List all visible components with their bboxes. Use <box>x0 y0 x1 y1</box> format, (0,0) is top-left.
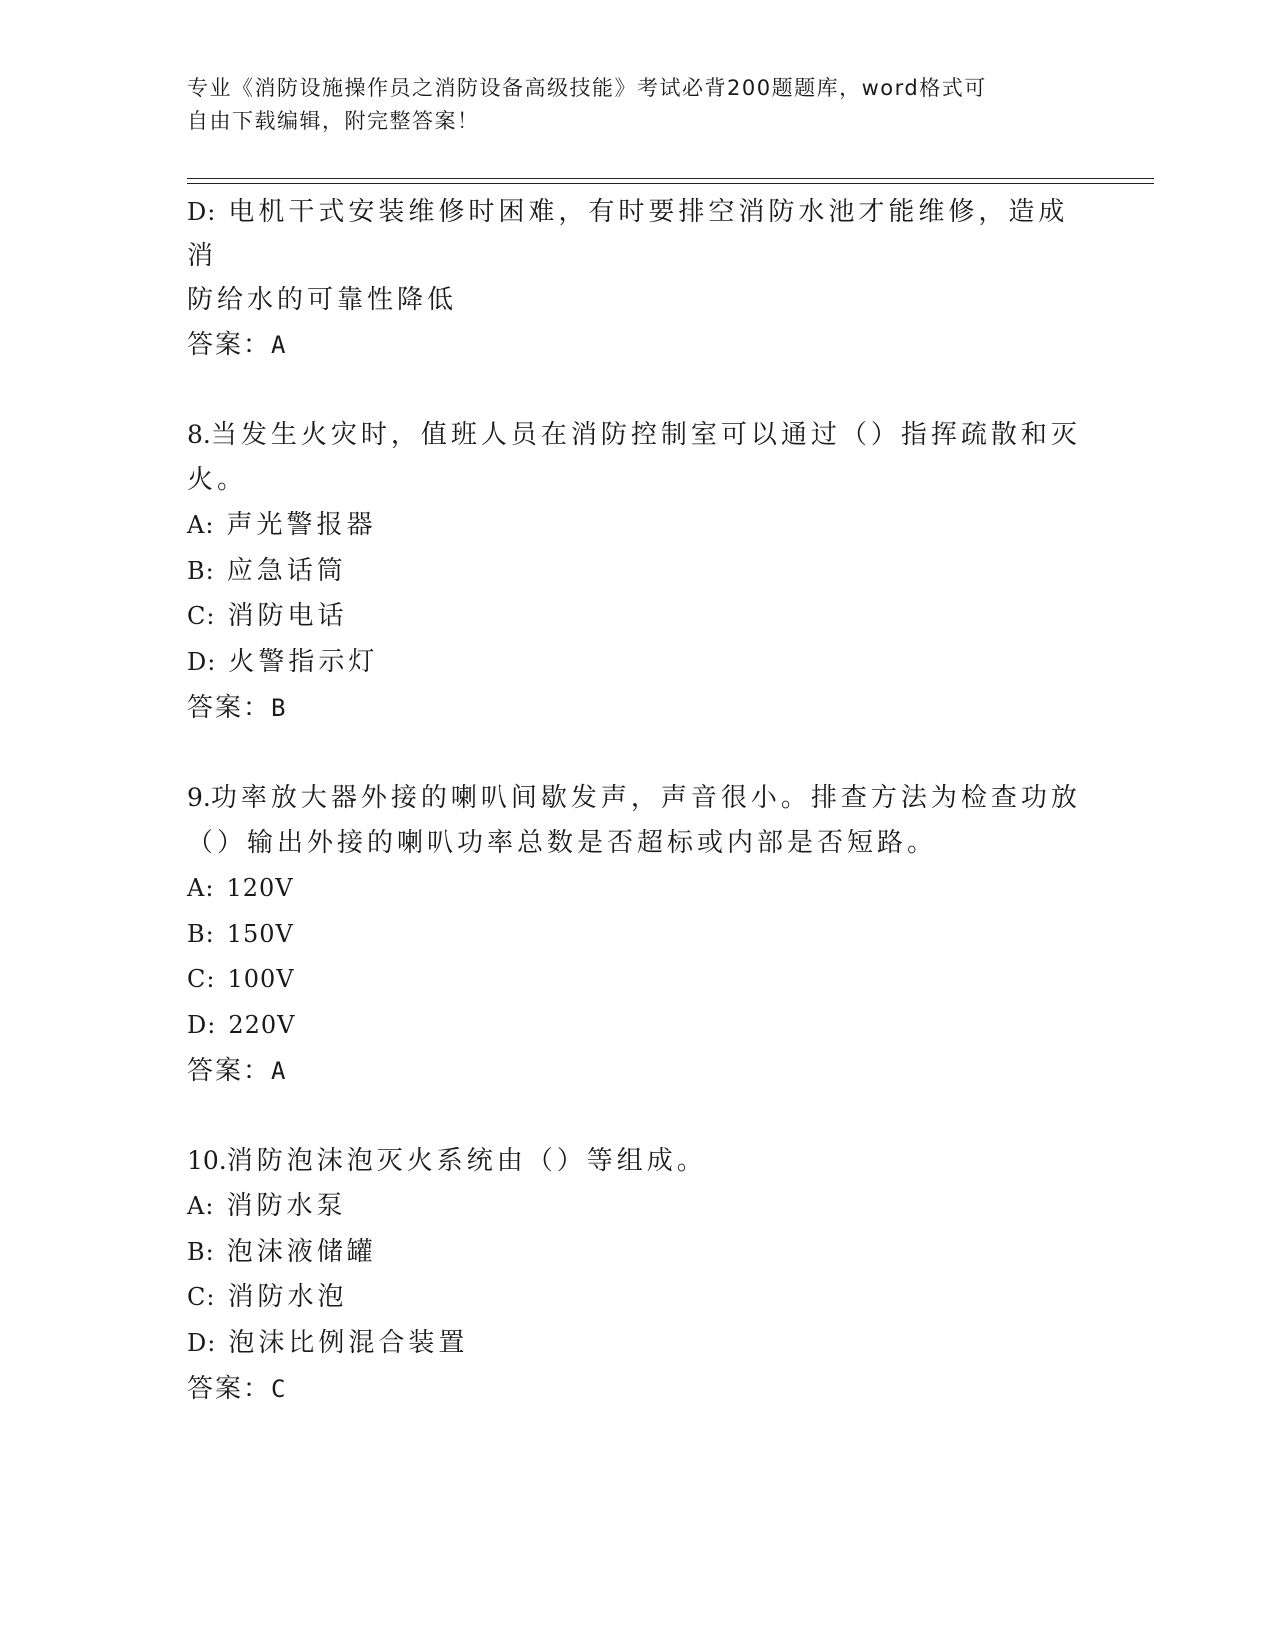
header-title-line-2: 自由下载编辑，附完整答案！ <box>187 109 480 133</box>
option-a <box>187 1184 1087 1230</box>
option-letter: B <box>187 556 206 585</box>
question-text-line-1 <box>187 412 1087 458</box>
document-header <box>187 72 1067 138</box>
answer-line <box>187 322 1087 368</box>
question-number: 10. <box>187 1146 227 1175</box>
option-b <box>187 1230 1087 1276</box>
option-text: 应急话筒 <box>226 555 347 586</box>
header-double-rule <box>187 178 1154 184</box>
question-9 <box>187 775 1087 1094</box>
option-separator: : <box>205 556 215 585</box>
option-d <box>187 1321 1087 1367</box>
option-letter: D <box>187 198 208 226</box>
option-b <box>187 549 1087 595</box>
option-letter: D <box>187 1010 208 1039</box>
option-letter: B <box>187 1237 206 1266</box>
question-8 <box>187 412 1087 731</box>
option-d <box>187 1003 1087 1049</box>
option-c <box>187 957 1087 1003</box>
option-d <box>187 640 1087 686</box>
answer-line <box>187 1048 1087 1094</box>
option-letter: C <box>187 602 207 630</box>
option-separator: : <box>206 1283 216 1311</box>
answer-value: C <box>271 1375 288 1403</box>
question-text-line-1 <box>187 1138 1087 1184</box>
question-text-line-2: 火。 <box>187 465 248 495</box>
question-text: 消防泡沫泡灭火系统由（）等组成。 <box>226 1146 707 1176</box>
option-separator: : <box>207 1010 217 1039</box>
option-letter: C <box>187 965 207 993</box>
option-separator: : <box>207 198 217 226</box>
option-d-continued <box>187 190 1087 278</box>
option-separator: : <box>207 647 217 676</box>
question-text-line-1 <box>187 775 1087 821</box>
option-separator: : <box>205 874 215 902</box>
continued-question <box>187 190 1087 368</box>
header-title-line-1: 专业《消防设施操作员之消防设备高级技能》考试必背200题题库，word格式可 <box>187 76 987 100</box>
question-text: 当发生火灾时，值班人员在消防控制室可以通过（）指挥疏散和灭 <box>210 420 1081 450</box>
answer-label: 答案： <box>187 330 272 360</box>
option-text: 消防水泵 <box>226 1191 347 1221</box>
answer-value: B <box>271 694 288 722</box>
option-letter: A <box>187 511 206 539</box>
answer-label: 答案： <box>187 693 272 723</box>
option-separator: : <box>205 511 215 539</box>
option-separator: : <box>206 965 216 993</box>
option-letter: C <box>187 1283 207 1311</box>
option-text: 声光警报器 <box>226 510 377 540</box>
option-separator: : <box>207 1328 217 1357</box>
question-number: 8. <box>187 420 211 449</box>
answer-value: A <box>271 1057 288 1085</box>
option-separator: : <box>205 919 215 948</box>
answer-label: 答案： <box>187 1374 272 1404</box>
option-letter: A <box>187 1192 206 1220</box>
answer-value: A <box>271 331 288 359</box>
question-text: 功率放大器外接的喇叭间歇发声，声音很小。排查方法为检查功放 <box>210 783 1081 813</box>
option-text: 消防水泡 <box>227 1282 348 1312</box>
option-text: 泡沫比例混合装置 <box>228 1327 469 1358</box>
option-letter: B <box>187 919 206 948</box>
document-content <box>187 190 1087 1412</box>
option-text: 100V <box>227 965 295 993</box>
option-a <box>187 866 1087 912</box>
option-text: 150V <box>226 919 294 948</box>
option-separator: : <box>205 1237 215 1266</box>
answer-label: 答案： <box>187 1056 272 1086</box>
question-number: 9. <box>187 783 211 812</box>
option-c <box>187 1275 1087 1321</box>
option-text: 120V <box>226 874 294 902</box>
option-b <box>187 912 1087 958</box>
option-separator: : <box>205 1192 215 1220</box>
option-text: 消防电话 <box>227 601 348 631</box>
option-c <box>187 594 1087 640</box>
option-text: 火警指示灯 <box>228 646 379 677</box>
option-text-line-2: 防给水的可靠性降低 <box>187 285 458 315</box>
question-10 <box>187 1138 1087 1412</box>
question-text-line-2: （）输出外接的喇叭功率总数是否超标或内部是否短路。 <box>187 828 938 858</box>
option-text-line-1: 电机干式安装维修时困难，有时要排空消防水池才能维修，造成消 <box>187 197 1069 271</box>
option-a <box>187 503 1087 549</box>
option-letter: A <box>187 874 206 902</box>
answer-line <box>187 685 1087 731</box>
option-letter: D <box>187 647 208 676</box>
option-text: 泡沫液储罐 <box>226 1236 377 1267</box>
option-text: 220V <box>228 1010 296 1039</box>
option-separator: : <box>206 602 216 630</box>
answer-line <box>187 1366 1087 1412</box>
option-letter: D <box>187 1328 208 1357</box>
